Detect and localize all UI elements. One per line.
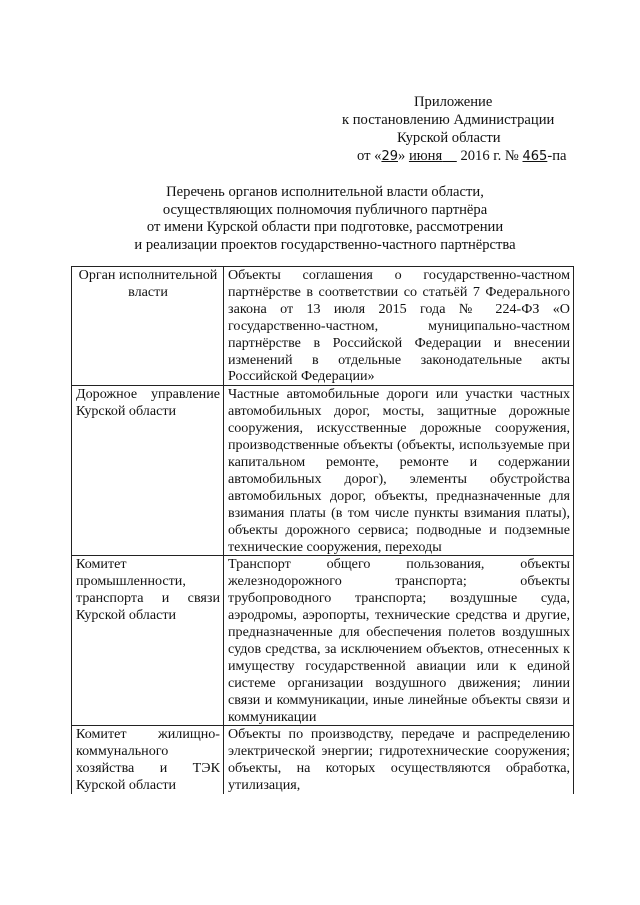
date-prefix: от «	[357, 148, 382, 164]
row-2-objects: Транспорт общего пользования, объекты железнодорожного транспорта; объекты трубопроводного транспорта; воздушные суда, аэродромы, аэропорты, технические средства и другие, предназначенные для обеспечения полетов воздушных судов средства, за исключением объектов, отнесенных к имуществу государственной авиации или к единой системе организации воздушного движения; линии связи и коммуникации, иные линейные объекты связи и коммуникации	[224, 556, 574, 726]
header-organ: Орган исполнительной власти	[72, 267, 224, 386]
table-row	[72, 556, 574, 726]
date-mid: »	[397, 148, 409, 164]
row-1-organ: Дорожное управление Курской области	[72, 386, 224, 556]
header-objects: Объекты соглашения о государственно-частном партнёрстве в соответствии со статьёй 7 Федерального закона от 13 июля 2015 года № 224-ФЗ «О государственно-частном, муниципально-частном партнёрстве в Российской Федерации и внесении изменений в отдельные законодательные акты Российской Федерации»	[224, 267, 574, 386]
table-header-row	[72, 267, 574, 386]
date-year: 2016 г. №	[460, 148, 519, 164]
appendix-label: Приложение	[414, 94, 493, 110]
authorities-table	[71, 266, 574, 794]
document-title	[60, 184, 590, 254]
table-row	[72, 726, 574, 794]
row-2-organ: Комитет промышленности, транспорта и связи Курской области	[72, 556, 224, 726]
date-day: 29	[381, 149, 398, 164]
date-month-blank	[442, 148, 457, 164]
row-3-objects: Объекты по производству, передаче и распределению электрической энергии; гидротехнические сооружения; объекты, на которых осуществляются обработка, утилизация,	[224, 726, 574, 794]
title-line-4: и реализации проектов государственно-частного партнёрства	[134, 236, 516, 253]
title-line-2: осуществляющих полномочия публичного партнёра	[162, 201, 488, 218]
appendix-region: Курской области	[397, 130, 501, 146]
appendix-date-line	[330, 147, 610, 166]
row-1-objects: Частные автомобильные дороги или участки частных автомобильных дорог, мосты, защитные дорожные сооружения, искусственные дорожные сооружения, производственные объекты (объекты, используемые при капитальном ремонте, ремонте и содержании автомобильных дорог), элементы обустройства автомобильных дорог, объекты, предназначенные для взимания платы (в том числе пункты взимания платы), объекты дорожного сервиса; подводные и подземные технические сооружения, переходы	[224, 386, 574, 556]
row-3-organ: Комитет жилищно-коммунального хозяйства и ТЭК Курской области	[72, 726, 224, 794]
appendix-block	[330, 93, 610, 166]
appendix-decree-ref: к постановлению Администрации	[342, 112, 555, 128]
date-month: июня	[408, 148, 443, 164]
decree-suffix: -па	[547, 148, 567, 164]
title-line-3: от имени Курской области при подготовке, рассмотрении	[146, 219, 504, 235]
decree-number: 465	[522, 149, 548, 164]
title-line-1: Перечень органов исполнительной власти области,	[166, 184, 484, 200]
table-row	[72, 386, 574, 556]
